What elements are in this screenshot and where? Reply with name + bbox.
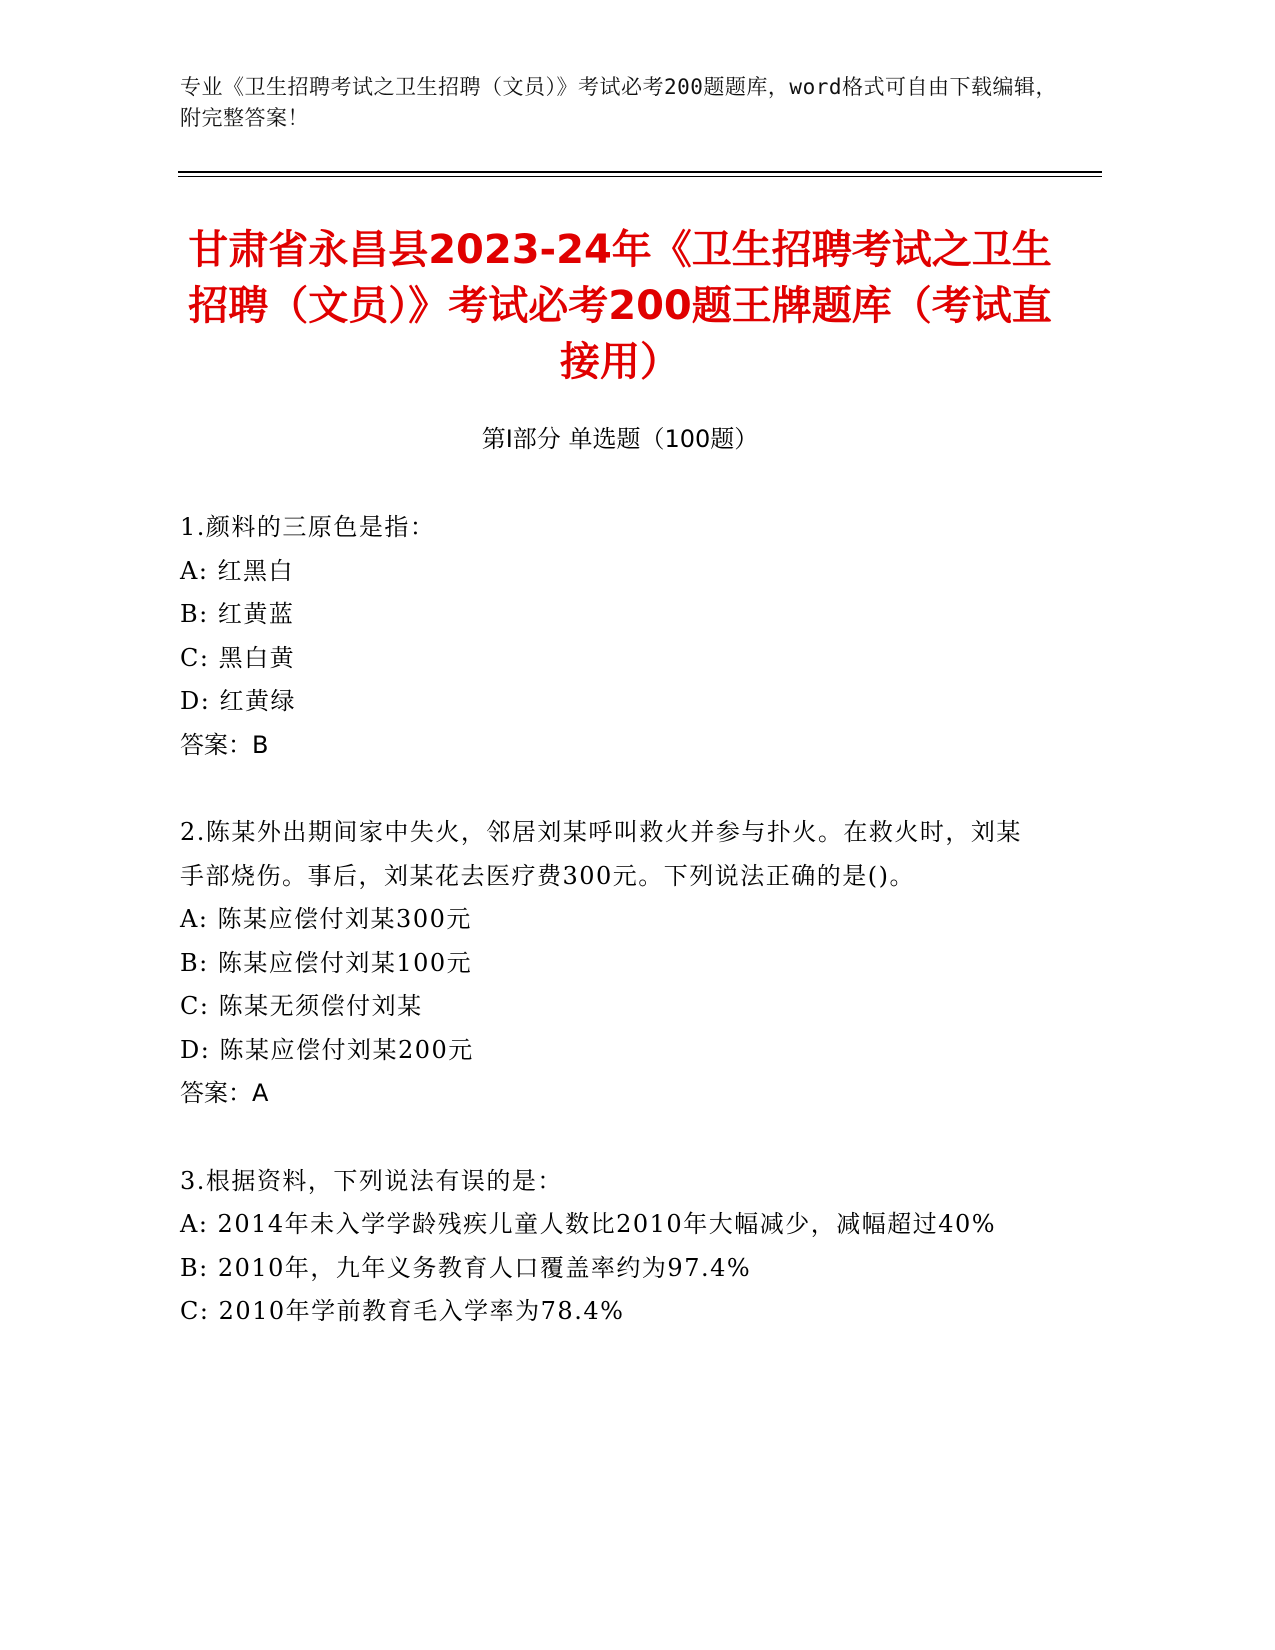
option-d: D: 红黄绿 xyxy=(180,687,296,715)
question-2 xyxy=(180,811,1030,1116)
question-stem: 3.根据资料，下列说法有误的是： xyxy=(180,1166,563,1195)
option-b: B: 陈某应偿付刘某100元 xyxy=(180,948,473,977)
question-3 xyxy=(180,1160,1030,1334)
document-title: 甘肃省永昌县2023-24年《卫生招聘考试之卫生招聘（文员）》考试必考200题王牌题库（考试直接用） xyxy=(188,227,1052,385)
option-a: A: 陈某应偿付刘某300元 xyxy=(180,905,472,933)
header-rule-thick xyxy=(178,171,1102,173)
option-c: C: 陈某无须偿付刘某 xyxy=(180,992,423,1020)
question-list xyxy=(180,506,1030,1378)
option-a: A: 红黑白 xyxy=(180,556,295,585)
header-note: 专业《卫生招聘考试之卫生招聘（文员）》考试必考200题题库，word格式可自由下载编辑，附完整答案！ xyxy=(180,75,1057,130)
answer: 答案：B xyxy=(180,730,269,759)
question-stem: 1.颜料的三原色是指： xyxy=(180,513,436,541)
section-heading: 第I部分 单选题（100题） xyxy=(481,425,759,453)
option-a: A: 2014年未入学学龄残疾儿童人数比2010年大幅减少，减幅超过40% xyxy=(180,1210,997,1238)
question-1 xyxy=(180,506,1030,767)
header-rule-thin xyxy=(178,176,1102,177)
option-c: C: 2010年学前教育毛入学率为78.4% xyxy=(180,1297,625,1325)
option-b: B: 2010年，九年义务教育人口覆盖率约为97.4% xyxy=(180,1253,752,1282)
option-c: C: 黑白黄 xyxy=(180,643,296,672)
answer: 答案：A xyxy=(180,1079,269,1107)
option-d: D: 陈某应偿付刘某200元 xyxy=(180,1035,474,1064)
option-b: B: 红黄蓝 xyxy=(180,600,295,628)
question-stem: 2.陈某外出期间家中失火，邻居刘某呼叫救火并参与扑火。在救火时，刘某手部烧伤。事后，刘某花去医疗费300元。下列说法正确的是()。 xyxy=(180,818,1022,890)
